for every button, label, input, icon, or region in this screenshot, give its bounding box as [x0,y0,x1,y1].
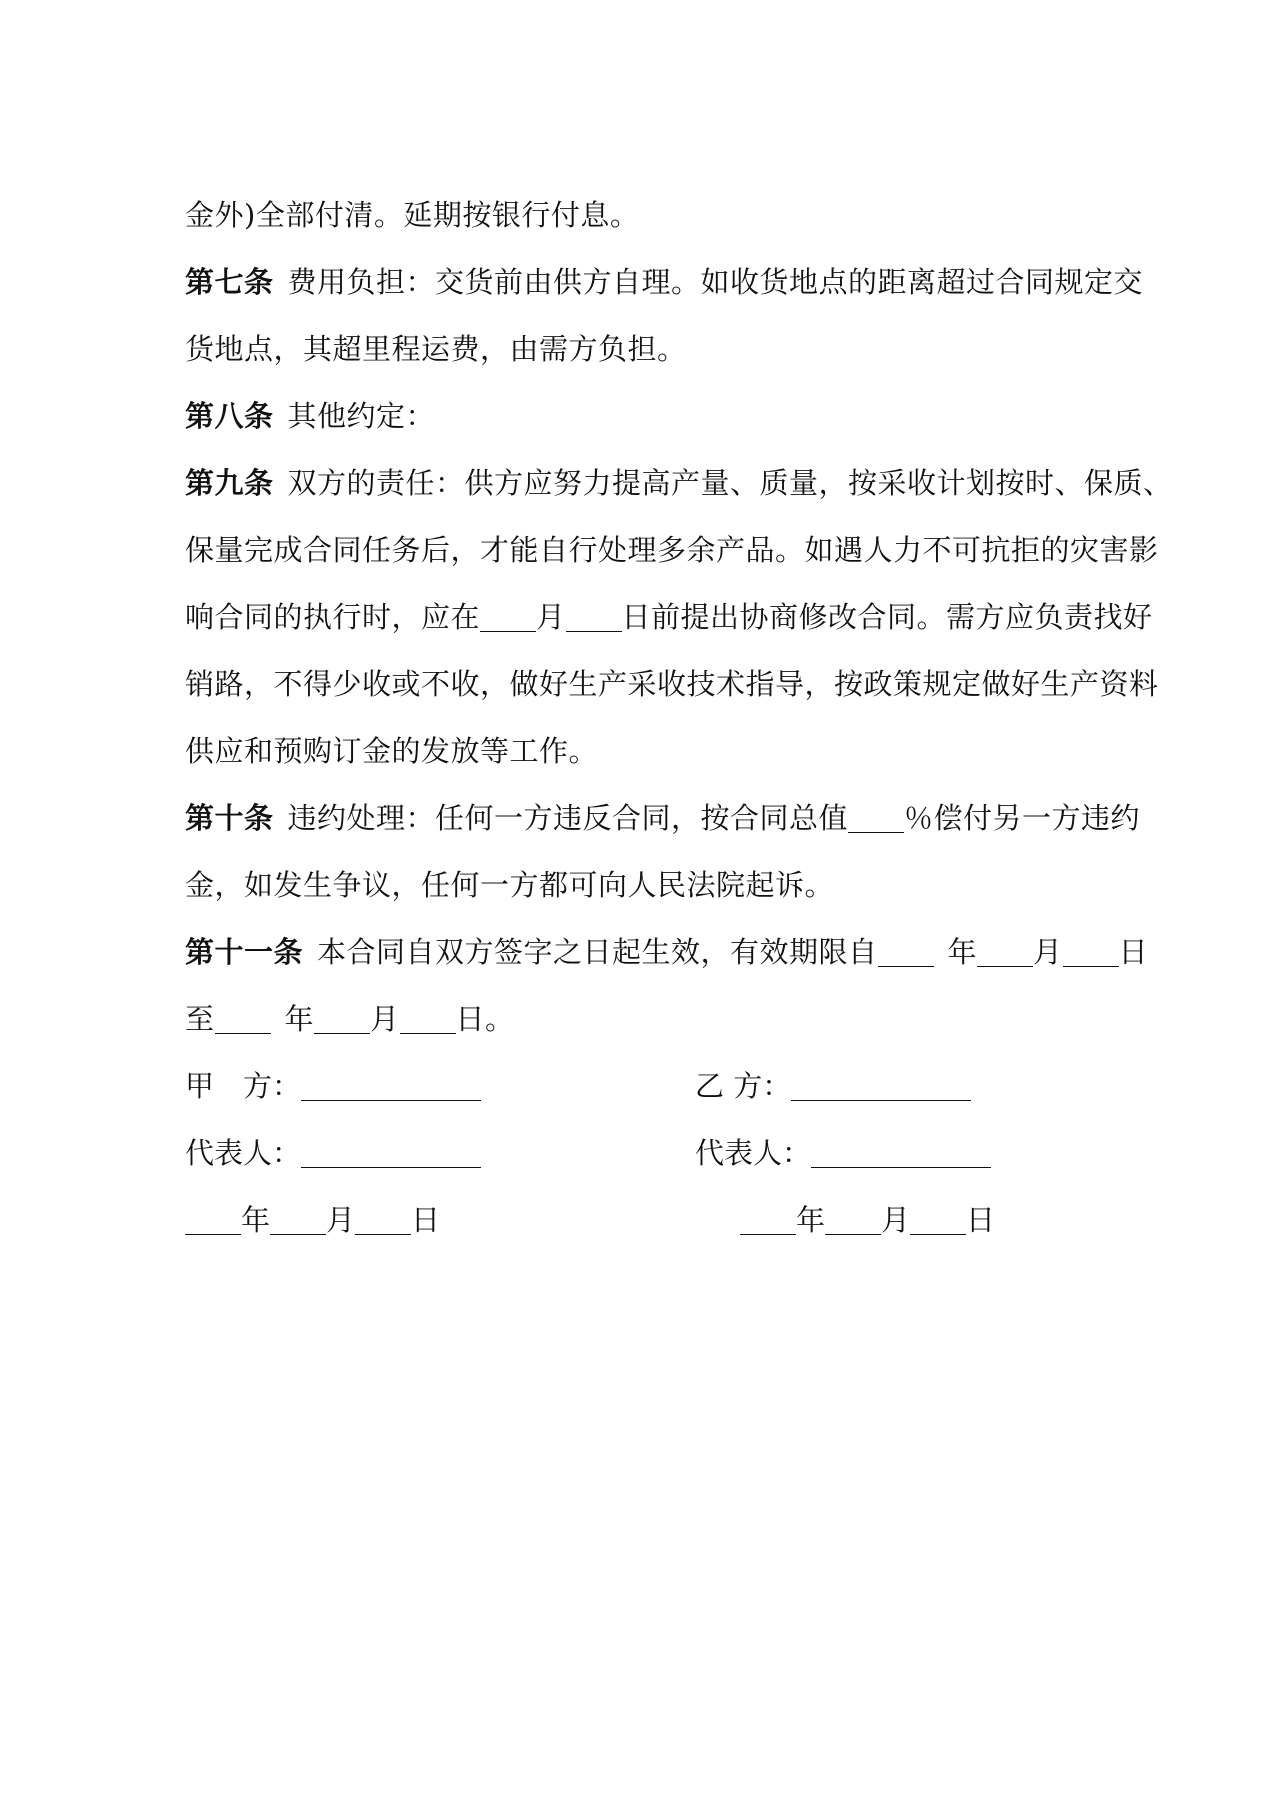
fill-in-blank[interactable] [400,1003,456,1034]
article-10 [185,791,1175,858]
line-text: 日。 [455,1002,515,1036]
article-number: 第十一条 [185,935,304,969]
rep-b-label: 代表人： [695,1136,812,1170]
text-line [185,724,1175,791]
article-number: 第八条 [185,399,274,433]
article-text: 违约处理：任何一方违反合同，按合同总值 [287,801,849,835]
day-label: 日 [411,1203,441,1237]
fill-in-blank[interactable] [878,936,934,967]
fill-in-blank[interactable] [480,601,536,632]
party-b-label: 乙 方： [695,1069,792,1103]
article-text: 本合同自双方签字之日起生效，有效期限自 [317,935,878,969]
article-number: 第十条 [185,801,274,835]
article-text: 其他约定： [287,399,436,433]
line-text: 供应和预购订金的发放等工作。 [185,734,599,768]
month-blank[interactable] [270,1204,326,1235]
month-label: 月 [326,1203,356,1237]
line-text: 月 [536,600,566,634]
day-label: 日 [966,1203,996,1237]
signature-row-representatives [185,1126,1175,1193]
year-blank[interactable] [185,1204,241,1235]
line-text: 销路，不得少收或不收，做好生产采收技术指导，按政策规定做好生产资料 [185,667,1159,701]
signature-row-dates [185,1193,1175,1260]
fill-in-blank[interactable] [1063,936,1119,967]
party-a-date [185,1193,440,1247]
day-blank[interactable] [355,1204,411,1235]
line-text: 至 [185,1002,215,1036]
text-line [185,523,1175,590]
line-text: 货地点，其超里程运费，由需方负担。 [185,332,687,366]
article-text: 费用负担：交货前由供方自理。如收货地点的距离超过合同规定交 [287,265,1144,299]
rep-b-blank[interactable] [811,1137,991,1168]
text-line [185,657,1175,724]
day-blank[interactable] [910,1204,966,1235]
article-text: 双方的责任：供方应努力提高产量、质量，按采收计划按时、保质、 [287,466,1173,500]
line-text: 保量完成合同任务后，才能自行处理多余产品。如遇人力不可抗拒的灾害影 [185,533,1159,567]
party-b-signature [695,1059,971,1113]
article-number: 第九条 [185,466,274,500]
article-11 [185,925,1175,992]
fill-in-blank[interactable] [977,936,1033,967]
article-text: 日 [1118,935,1149,969]
month-label: 月 [881,1203,911,1237]
rep-a-blank[interactable] [301,1137,481,1168]
contract-body [185,188,1175,1260]
fill-in-blank[interactable] [314,1003,370,1034]
year-blank[interactable] [740,1204,796,1235]
text-line [185,188,1175,255]
signature-row-parties [185,1059,1175,1126]
line-text: 金外)全部付清。延期按银行付息。 [185,198,640,232]
text-line [185,322,1175,389]
year-label: 年 [241,1203,271,1237]
fill-in-blank[interactable] [215,1003,271,1034]
text-line [185,858,1175,925]
article-number: 第七条 [185,265,274,299]
rep-b-signature [695,1126,991,1180]
line-text: 响合同的执行时，应在 [185,600,481,634]
rep-a-label: 代表人： [185,1136,302,1170]
article-7 [185,255,1175,322]
party-a-label: 甲 方： [185,1069,302,1103]
party-b-date [740,1193,995,1247]
month-blank[interactable] [825,1204,881,1235]
party-a-signature [185,1059,481,1113]
fill-in-blank[interactable] [848,802,904,833]
party-b-blank[interactable] [791,1070,971,1101]
line-text: 金，如发生争议，任何一方都可向人民法院起诉。 [185,868,835,902]
text-line [185,590,1175,657]
party-a-blank[interactable] [301,1070,481,1101]
rep-a-signature [185,1126,481,1180]
year-label: 年 [796,1203,826,1237]
article-text: ％偿付另一方违约 [904,801,1141,835]
line-text: 年 [284,1002,315,1036]
line-text: 日前提出协商修改合同。需方应负责找好 [621,600,1153,634]
article-9 [185,456,1175,523]
text-line [185,992,1175,1059]
article-text: 月 [1033,935,1063,969]
fill-in-blank[interactable] [566,601,622,632]
line-text: 月 [370,1002,400,1036]
article-8 [185,389,1175,456]
article-text: 年 [947,935,978,969]
